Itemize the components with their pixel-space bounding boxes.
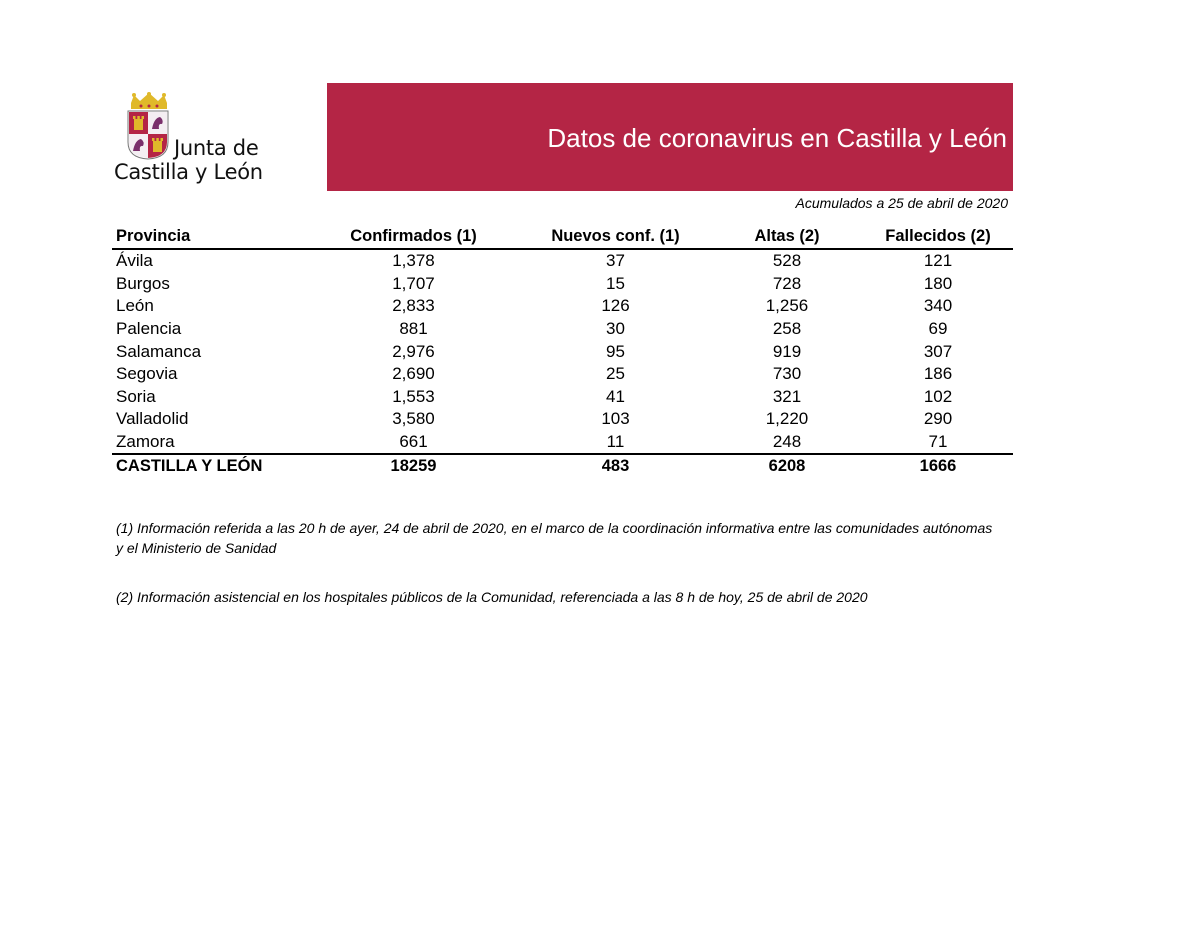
table-total-row <box>112 454 1013 477</box>
value-cell: 661 <box>307 431 520 455</box>
table-row <box>112 431 1013 455</box>
value-cell: 37 <box>606 251 625 271</box>
footnote-2: (2) Información asistencial en los hospitales públicos de la Comunidad, referenciada a las 8 h de hoy, 25 de abril de 2020 <box>116 589 868 605</box>
value-cell: 340 <box>923 296 953 316</box>
value-cell: 95 <box>606 341 625 361</box>
page-title: Datos de coronavirus en Castilla y León <box>547 123 1007 153</box>
value-cell: 1,553 <box>392 386 435 406</box>
value-cell: 881 <box>399 319 428 339</box>
table-row <box>112 363 1013 386</box>
value-cell: 71 <box>863 431 1013 455</box>
value-cell: 307 <box>923 341 953 361</box>
value-cell: 528 <box>772 251 802 271</box>
table-row <box>112 295 1013 318</box>
value-cell: 1,220 <box>765 409 809 429</box>
total-cell: 483 <box>520 454 711 477</box>
date-subtitle: Acumulados a 25 de abril de 2020 <box>795 195 1008 211</box>
header-fallecidos: Fallecidos (2) <box>863 224 1013 249</box>
value-cell: 1,378 <box>392 251 435 271</box>
total-cell: 6208 <box>711 454 863 477</box>
value-cell: 30 <box>606 319 625 339</box>
value-cell: 186 <box>923 364 953 384</box>
header-confirmados: Confirmados (1) <box>307 224 520 249</box>
value-cell: 41 <box>606 386 625 406</box>
province-cell: Segovia <box>116 364 178 384</box>
total-cell: CASTILLA Y LEÓN <box>112 454 307 477</box>
table-row <box>112 340 1013 363</box>
value-cell: 121 <box>923 251 953 271</box>
coronavirus-table <box>112 224 1013 477</box>
crown-icon <box>128 92 170 110</box>
value-cell: 25 <box>606 364 625 384</box>
value-cell: 290 <box>923 409 953 429</box>
province-cell: Burgos <box>116 273 170 293</box>
value-cell: 11 <box>520 431 711 455</box>
footnote-1: (1) Información referida a las 20 h de ayer, 24 de abril de 2020, en el marco de la coordinación informativa entre las comunidades autónomas y el Ministerio de Sanidad <box>116 520 993 556</box>
header-nuevos: Nuevos conf. (1) <box>520 224 711 249</box>
value-cell: 2,833 <box>392 296 435 316</box>
value-cell: 2,976 <box>392 341 435 361</box>
logo-line2: Castilla y León <box>114 160 263 184</box>
total-cell: 18259 <box>307 454 520 477</box>
province-cell: Palencia <box>116 319 182 339</box>
junta-logo <box>112 90 282 190</box>
value-cell: 1,256 <box>765 296 809 316</box>
header-provincia: Provincia <box>112 224 307 249</box>
logo-text <box>112 136 282 184</box>
table-row <box>112 408 1013 431</box>
table-body <box>112 249 1013 454</box>
value-cell: 15 <box>606 273 625 293</box>
table-row <box>112 386 1013 409</box>
value-cell: 321 <box>772 386 802 406</box>
total-cell: 1666 <box>863 454 1013 477</box>
value-cell: 248 <box>711 431 863 455</box>
value-cell: 180 <box>923 273 953 293</box>
value-cell: 69 <box>928 319 948 339</box>
value-cell: 102 <box>923 386 953 406</box>
value-cell: 2,690 <box>392 364 435 384</box>
province-cell: Soria <box>116 386 156 406</box>
value-cell: 919 <box>772 341 802 361</box>
table-row <box>112 273 1013 296</box>
value-cell: 728 <box>772 273 802 293</box>
value-cell: 730 <box>772 364 802 384</box>
province-cell: Salamanca <box>116 341 202 361</box>
province-cell: Ávila <box>116 251 153 271</box>
title-banner <box>327 83 1013 191</box>
value-cell: 258 <box>772 319 802 339</box>
header-altas: Altas (2) <box>711 224 863 249</box>
province-cell: Valladolid <box>116 409 189 429</box>
value-cell: 103 <box>601 409 630 429</box>
province-cell: Zamora <box>112 431 307 455</box>
logo-line1: Junta de <box>174 136 259 160</box>
province-cell: León <box>116 296 154 316</box>
value-cell: 3,580 <box>392 409 435 429</box>
table-header-row <box>112 224 1013 249</box>
value-cell: 126 <box>601 296 630 316</box>
table-row <box>112 318 1013 341</box>
table-row <box>112 249 1013 273</box>
value-cell: 1,707 <box>392 273 435 293</box>
